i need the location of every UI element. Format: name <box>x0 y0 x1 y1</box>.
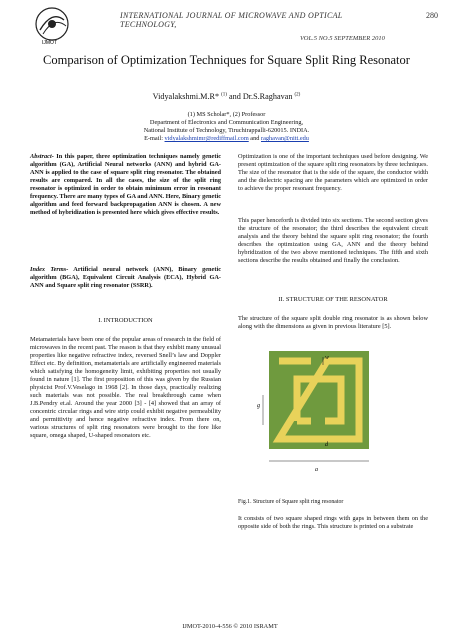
abstract-text: In this paper, three optimization techniques namely genetic algorithm (GA), Artificial Neural networks (ANN) and hybrid GA-ANN is applied to the case of square split ring resonator. The obtained results are compared. In all the cases, the size of the split ring resonator is optimized in order to obtain minimum error in resonant frequency. There are many types of GA and ANN. Here, Binary genetic algorithm and feed forward backpropagation ANN is chosen. A new method of hybridization is presented here which gives effective results. <box>30 153 221 216</box>
intro-paragraph: Metamaterials have been one of the popular areas of research in the field of microwaves in the recent past. The reason is that they exhibit many unusual properties like negative refractive index, reversed Snell’s law and Doppler Effect etc. By definition, metamaterials are artificially engineered materials which satisfying the homogeneity limit, exhibiting properties not usually found in nature [1]. The first proposition of this was given by the Russian physicist Prof.V.Veselago in 1968 [2]. In those days, practically realizing such materials was not possible. The real breakthrough came when J.B.Pendry et.al. Around the year 2000 [3] - [4] showed that an array of concentric circular rings and wire strip could exhibit negative permeability and permittivity and hence negative refractive index. From there on, various structures of split ring resonators were brought to the fore like square, omega shaped, U-shaped resonators etc. <box>30 336 221 439</box>
right-paragraph-3: The structure of the square split double ring resonator is as shown below along with the dimensions as given in previous literature [5]. <box>238 315 428 330</box>
authors <box>20 92 433 101</box>
structure-heading: II. STRUCTURE OF THE RESONATOR <box>278 296 388 303</box>
right-paragraph-4: It consists of two square shaped rings with gaps in between them on the opposite side of both the rings. This structure is printed on a substrate <box>238 515 428 530</box>
index-terms <box>30 266 221 290</box>
affiliation <box>20 111 433 143</box>
affil-emails <box>20 135 433 143</box>
abstract-label: Abstract- <box>30 153 54 160</box>
label-w: w <box>325 355 330 361</box>
volume-issue: VOL.5 NO.5 SEPTEMBER 2010 <box>300 35 385 42</box>
label-g: g <box>257 403 260 409</box>
affil-line-2: Department of Electronics and Communication Engineering, <box>149 119 304 126</box>
index-terms-text: Artificial neural network (ANN), Binary genetic algorithm (BGA), Equivalent Circuit Analysis (ECA), Hybrid GA-ANN and Square split ring resonator (SSRR). <box>30 266 221 289</box>
author-2-sup: (2) <box>294 92 301 98</box>
author-1: Vidyalakshmi.M.R* <box>152 92 222 101</box>
journal-logo-icon <box>34 6 74 46</box>
page-footer: IJMOT-2010-4-556 © 2010 ISRAMT <box>182 623 278 630</box>
email-and: and <box>248 135 261 142</box>
abstract <box>30 153 221 217</box>
figure-caption: Fig.1. Structure of Square split ring resonator <box>238 499 344 505</box>
label-a: a <box>315 467 318 473</box>
page-number: 280 <box>426 11 438 20</box>
author-1-sup: (1) <box>221 92 227 98</box>
email-prefix: E-mail: <box>144 135 165 142</box>
index-terms-label: Index Terms- <box>30 266 69 273</box>
intro-heading: I. INTRODUCTION <box>98 317 153 324</box>
authors-and: and Dr.S.Raghavan <box>226 92 295 101</box>
affil-line-1: (1) MS Scholar*, (2) Professor <box>187 111 266 118</box>
journal-name: INTERNATIONAL JOURNAL OF MICROWAVE AND OPTICAL TECHNOLOGY, <box>120 11 343 29</box>
paper-title: Comparison of Optimization Techniques for Square Split Ring Resonator <box>43 53 410 67</box>
ssrr-figure <box>255 345 385 475</box>
email-link-1[interactable]: vidyalakshmimr@rediffmail.com <box>164 135 249 142</box>
affil-line-3: National Institute of Technology, Tiruchirappalli-620015. INDIA. <box>143 127 310 134</box>
logo-text: IJMOT <box>42 40 57 46</box>
right-paragraph-2: This paper henceforth is divided into six sections. The second section gives the structure of the resonator; the third describes the equivalent circuit analysis and the theory behind the square split ring resonator; the fourth describes the optimization using GA, ANN and the theory behind hybridization of the two above mentioned techniques. The fifth and sixth sections describe the results obtained and finally the conclusion. <box>238 217 428 264</box>
label-d: d <box>325 442 328 448</box>
email-link-2[interactable]: raghavan@nitt.edu <box>260 135 309 142</box>
right-paragraph-1: Optimization is one of the important techniques used before designing. We present optimization of the square split ring resonators by three techniques. The size of the resonator that is the side of the square, the conductor width and the dielectric spacing are the parameters which are optimized in order to achieve the proper resonant frequency. <box>238 153 428 192</box>
